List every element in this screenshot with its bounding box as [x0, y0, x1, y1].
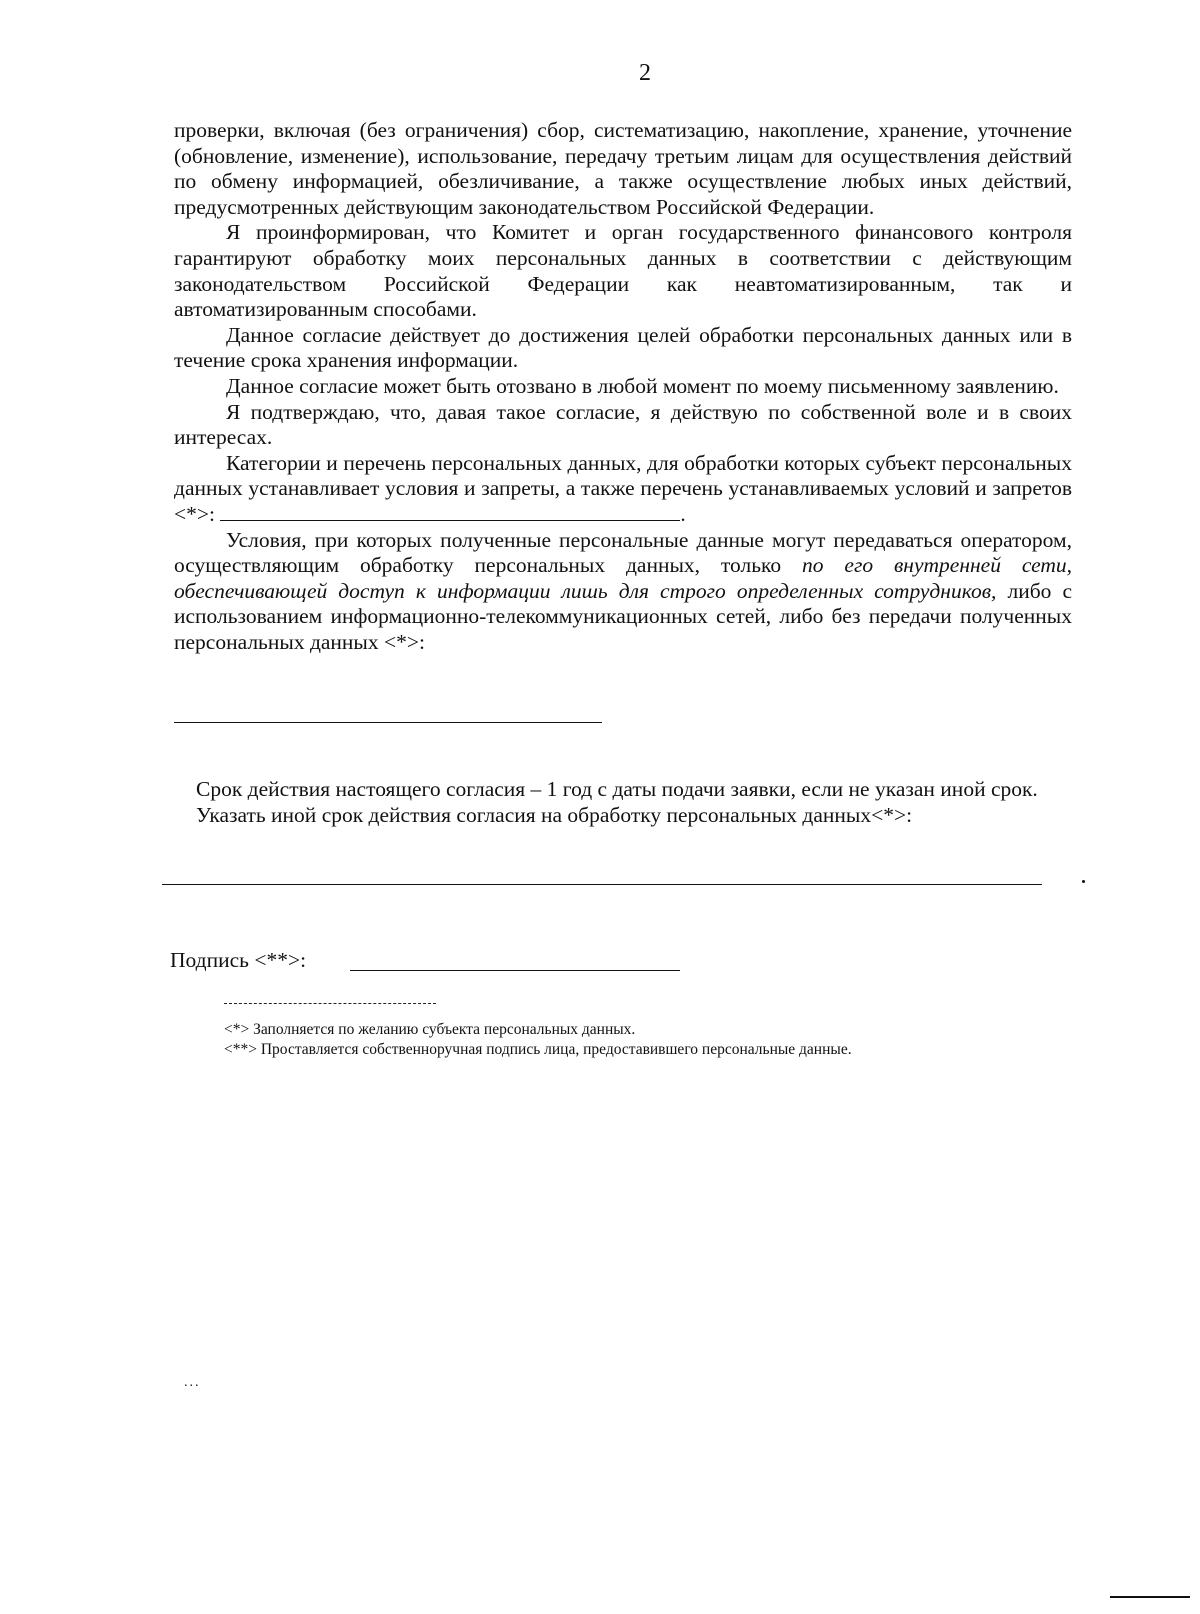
- term-fill-line[interactable]: [162, 884, 1042, 885]
- categories-fill-line[interactable]: [220, 502, 680, 521]
- stray-dot: [1082, 880, 1085, 883]
- footnote-signature: <**> Проставляется собственноручная подпись лица, предоставившего персональные данные.: [224, 1041, 852, 1058]
- signature-fill-line[interactable]: [350, 970, 680, 971]
- paragraph-validity: Данное согласие действует до достижения целей обработки персональных данных или в течение срока хранения информации.: [174, 322, 1072, 373]
- dots-mark: ...: [184, 1375, 201, 1390]
- paragraph-revocation: Данное согласие может быть отозвано в любой момент по моему письменному заявлению.: [226, 373, 1059, 398]
- paragraph-transfer-conditions: [174, 528, 1072, 656]
- term-other-text: Указать иной срок действия согласия на обработку персональных данных<*>:: [196, 803, 913, 827]
- transfer-text-c: либо с использованием информационно-телекоммуникационных сетей, либо без передачи полученных персональных данных <*>:: [174, 578, 1072, 654]
- term-block: [170, 776, 1070, 828]
- footnote-optional: <*> Заполняется по желанию субъекта персональных данных.: [224, 1021, 636, 1038]
- categories-end: .: [680, 501, 686, 526]
- paragraph-processing-list: проверки, включая (без ограничения) сбор, систематизацию, накопление, хранение, уточнение (обновление, изменение), использование, передачу третьим лицам для осуществления действий по обмену информацией, обезличивание, а также осуществление любых иных действий, предусмотренных действующим законодательством Российской Федерации.: [174, 118, 1072, 219]
- paragraph-free-will: Я подтверждаю, что, давая такое согласие, я действую по собственной воле и в своих интересах.: [174, 399, 1072, 450]
- signature-label: Подпись <**>:: [170, 948, 307, 972]
- paragraph-categories: [174, 451, 1072, 528]
- page-number: 2: [639, 60, 651, 86]
- corner-rule: [1110, 1596, 1190, 1598]
- term-default-text: Срок действия настоящего согласия – 1 год с даты подачи заявки, если не указан иной срок.: [196, 777, 1038, 801]
- footnote-separator: [224, 1003, 436, 1004]
- transfer-text-italic: по его внутренней сети, обеспечивающей доступ к информации лишь для строго определенных сотрудников,: [174, 553, 1072, 603]
- categories-text: Категории и перечень персональных данных, для обработки которых субъект персональных данных устанавливает условия и запреты, а также перечень устанавливаемых условий и запретов <*>:: [174, 450, 1072, 526]
- transfer-conditions-fill-line[interactable]: [174, 722, 602, 723]
- transfer-text-a: Условия, при которых полученные персональные данные могут передаваться оператором, осуществляющим обработку персональных данных, только: [174, 527, 1072, 578]
- footnotes: [224, 1020, 852, 1060]
- consent-body: [174, 118, 1072, 655]
- paragraph-informed: Я проинформирован, что Комитет и орган государственного финансового контроля гарантируют обработку моих персональных данных в соответствии с действующим законодательством Российской Федерации как неавтоматизированным, так и автоматизированным способами.: [174, 220, 1072, 322]
